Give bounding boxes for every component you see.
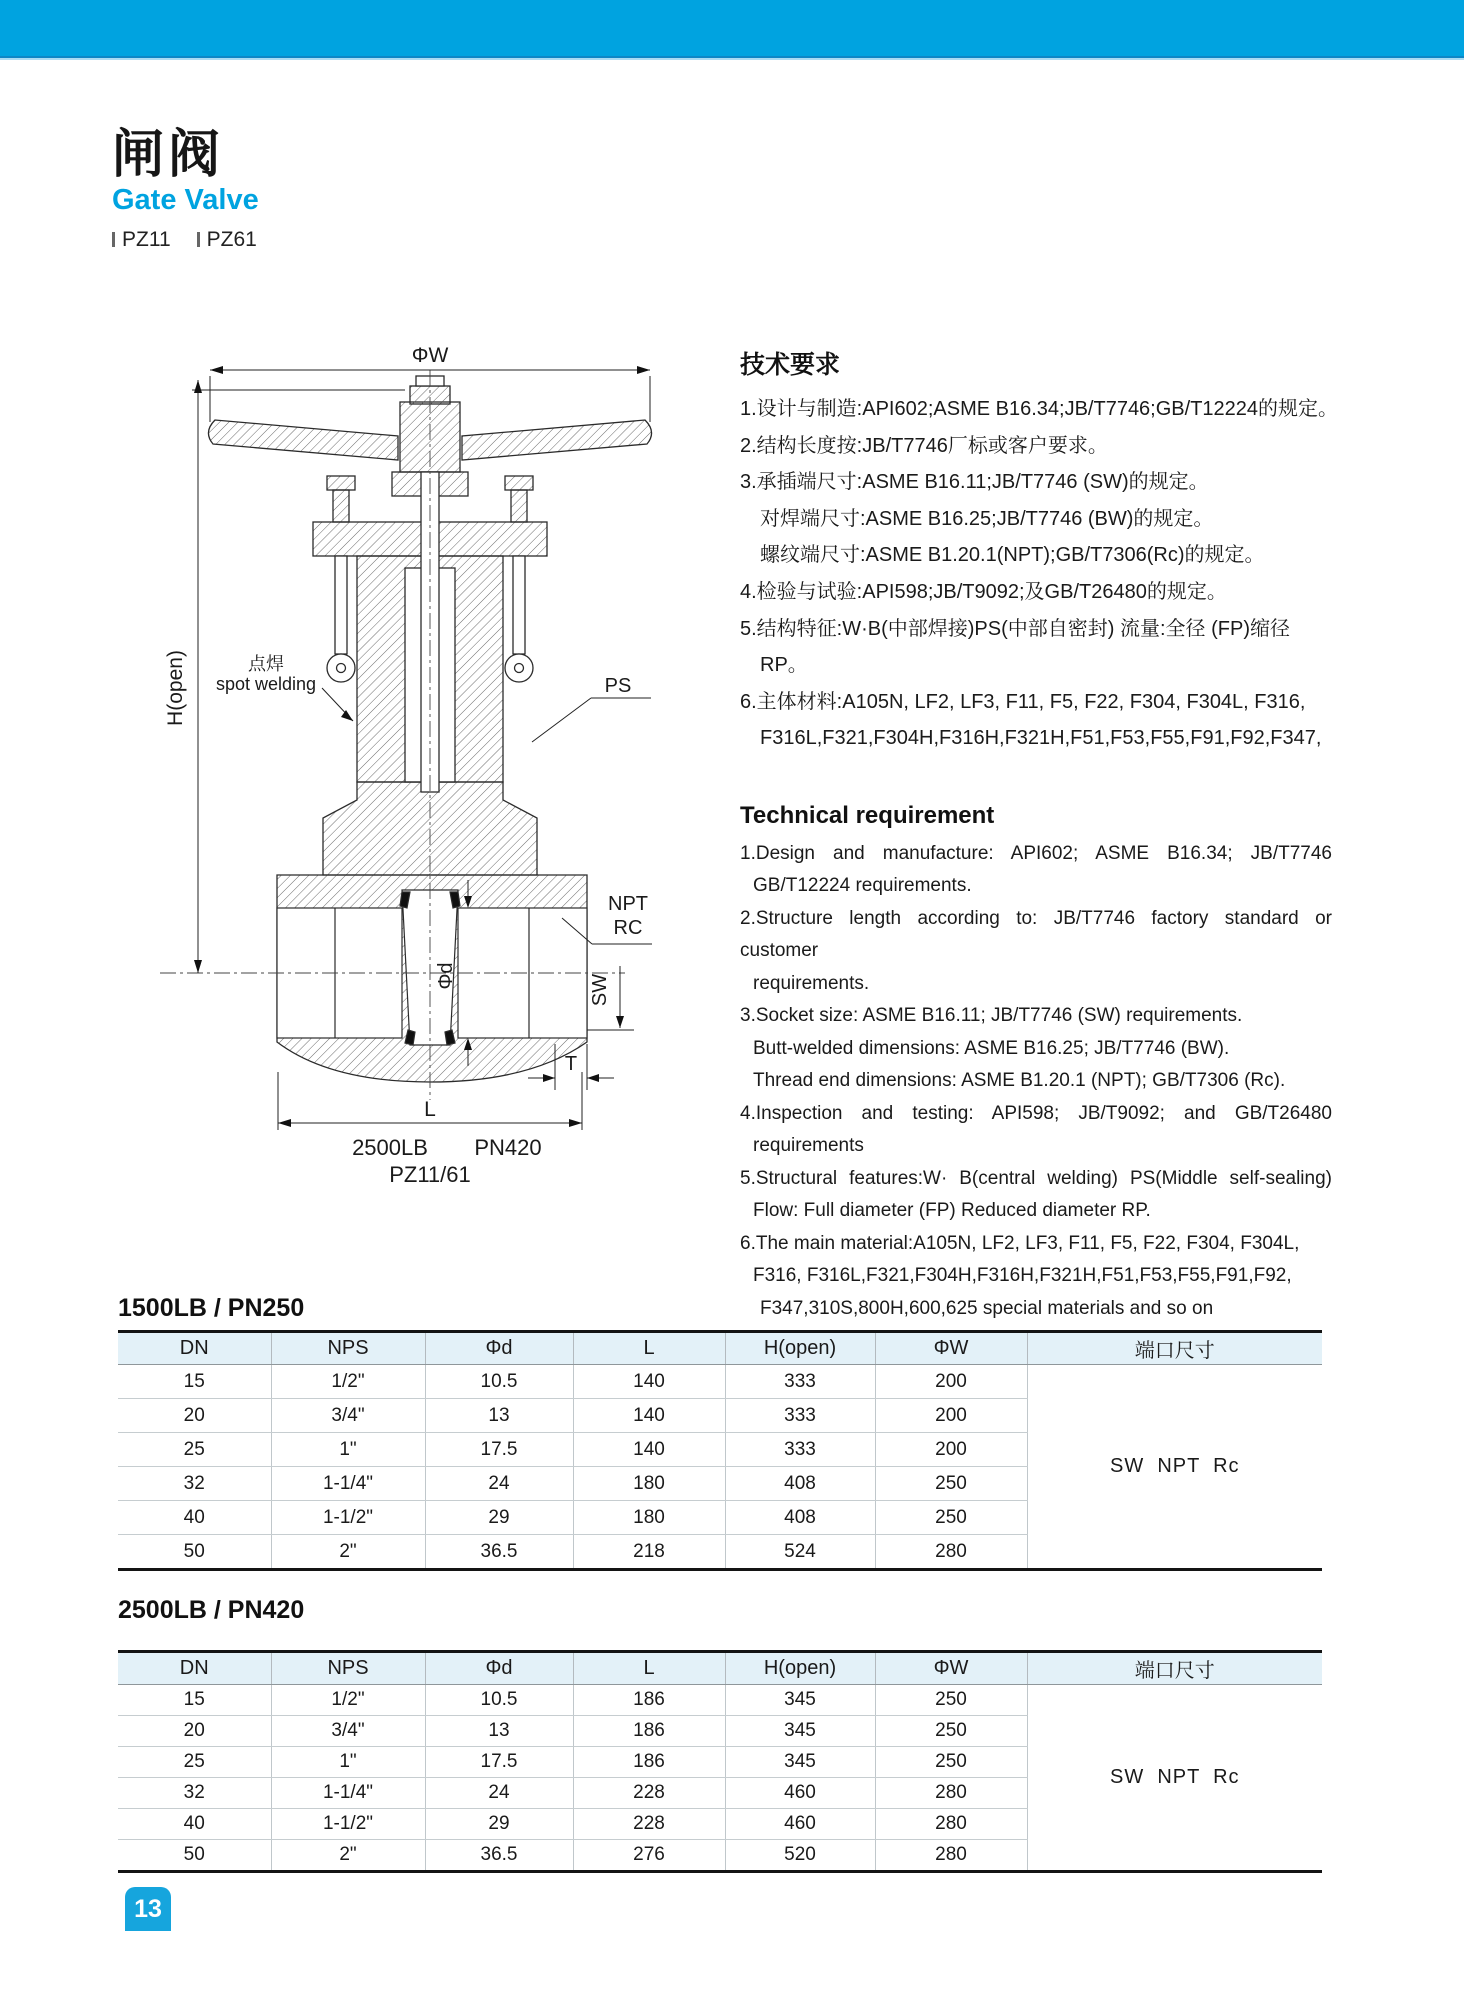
- table-cell: 250: [875, 1501, 1027, 1535]
- table-cell: 140: [573, 1433, 725, 1467]
- bolt-shaft-right-lower: [513, 556, 525, 654]
- table-cell: 250: [875, 1747, 1027, 1778]
- tech-en-line: 2.Structure length according to: JB/T7746 factory standard or customer: [740, 907, 1332, 962]
- tech-en-line: requirements.: [753, 972, 870, 994]
- table-cell: 408: [725, 1501, 875, 1535]
- dimension-table-2500lb: [118, 1650, 1322, 1873]
- bolt-shaft-right-upper: [511, 490, 527, 522]
- column-header: L: [573, 1332, 725, 1365]
- table-cell: 13: [425, 1399, 573, 1433]
- tech-cn-line: F316L,F321,F304H,F316H,F321H,F51,F53,F55,F91,F92,F347,: [760, 727, 1322, 750]
- tech-cn-lines: [740, 391, 1339, 757]
- table-cell: 228: [573, 1778, 725, 1809]
- band-edge-light: [0, 58, 1464, 60]
- table-cell: 345: [725, 1685, 875, 1716]
- column-header: ΦW: [875, 1332, 1027, 1365]
- tech-en-line: F316, F316L,F321,F304H,F316H,F321H,F51,F53,F55,F91,F92,: [753, 1265, 1292, 1287]
- table-cell: 25: [118, 1433, 271, 1467]
- table-cell: 345: [725, 1747, 875, 1778]
- column-header: ΦW: [875, 1652, 1027, 1685]
- table-cell: 200: [875, 1433, 1027, 1467]
- column-header: 端口尺寸: [1027, 1332, 1322, 1365]
- table-cell: 186: [573, 1685, 725, 1716]
- dim-label-hopen: H(open): [164, 650, 187, 726]
- table-cell: 13: [425, 1716, 573, 1747]
- table-cell: 50: [118, 1535, 271, 1570]
- port-size-cell: SW NPT Rc: [1109, 1766, 1240, 1788]
- table-cell: 36.5: [425, 1535, 573, 1570]
- label-spot-welding-en: spot welding: [215, 674, 317, 694]
- table-cell: 1": [271, 1433, 425, 1467]
- table-cell: 3/4": [271, 1399, 425, 1433]
- table-cell: 15: [118, 1365, 271, 1399]
- table-cell: 20: [118, 1716, 271, 1747]
- tech-en-line: Butt-welded dimensions: ASME B16.25; JB/T7746 (BW).: [753, 1037, 1230, 1059]
- dim-label-t: T: [564, 1053, 578, 1075]
- table-cell: 276: [573, 1840, 725, 1872]
- tech-en-line: 6.The main material:A105N, LF2, LF3, F11, F5, F22, F304, F304L,: [740, 1232, 1300, 1254]
- column-header: 端口尺寸: [1027, 1652, 1322, 1685]
- column-header: Φd: [425, 1332, 573, 1365]
- table-cell: 1/2": [271, 1365, 425, 1399]
- bolt-head-right: [505, 476, 533, 490]
- table-cell: 250: [875, 1716, 1027, 1747]
- model-codes: [112, 228, 257, 252]
- tech-en-lines: [740, 838, 1332, 1326]
- table-cell: 1-1/4": [271, 1467, 425, 1501]
- tech-cn-line: 3.承插端尺寸:ASME B16.11;JB/T7746 (SW)的规定。: [740, 471, 1209, 494]
- table-cell: 24: [425, 1778, 573, 1809]
- tech-en-line: requirements: [753, 1135, 864, 1157]
- flow-path: [277, 890, 587, 1045]
- table2-body: [118, 1685, 1322, 1872]
- table-cell: 50: [118, 1840, 271, 1872]
- page-number-badge: 13: [125, 1887, 171, 1931]
- column-header: DN: [118, 1652, 271, 1685]
- dim-label-sw: SW: [589, 973, 611, 1007]
- tech-en-line: F347,310S,800H,600,625 special materials and so on: [760, 1297, 1214, 1319]
- tech-en-line: Flow: Full diameter (FP) Reduced diameter RP.: [753, 1200, 1151, 1222]
- label-spot-welding-cn: 点焊: [248, 654, 284, 674]
- tech-cn-line: 6.主体材料:A105N, LF2, LF3, F11, F5, F22, F304, F304L, F316,: [740, 690, 1306, 713]
- drawing-caption-model: PZ11/61: [389, 1162, 471, 1187]
- table-cell: 186: [573, 1716, 725, 1747]
- table-cell: 17.5: [425, 1433, 573, 1467]
- table2-header: [118, 1652, 1322, 1685]
- tech-cn-line: 2.结构长度按:JB/T7746厂标或客户要求。: [740, 434, 1108, 457]
- tech-cn-line: 对焊端尺寸:ASME B16.25;JB/T7746 (BW)的规定。: [760, 507, 1214, 530]
- table-row: [118, 1685, 1322, 1716]
- model-tick-1: [112, 232, 115, 247]
- table-row: [118, 1365, 1322, 1399]
- tech-cn-line: 1.设计与制造:API602;ASME B16.34;JB/T7746;GB/T12224的规定。: [740, 398, 1339, 420]
- column-header: H(open): [725, 1652, 875, 1685]
- dim-label-phid: Φd: [435, 962, 457, 990]
- table1-header: [118, 1332, 1322, 1365]
- page-title-en: Gate Valve: [112, 184, 259, 216]
- table-cell: 180: [573, 1467, 725, 1501]
- tech-cn-line: RP。: [760, 654, 808, 677]
- table-cell: 40: [118, 1501, 271, 1535]
- column-header: Φd: [425, 1652, 573, 1685]
- table-cell: 1-1/2": [271, 1809, 425, 1840]
- table-cell: 200: [875, 1365, 1027, 1399]
- label-npt: NPT: [608, 893, 648, 915]
- table-cell: 32: [118, 1467, 271, 1501]
- table-cell: 460: [725, 1809, 875, 1840]
- column-header: L: [573, 1652, 725, 1685]
- tech-en-line: 5.Structural features:W· B(central welding) PS(Middle self-sealing): [740, 1167, 1332, 1189]
- table-cell: 17.5: [425, 1747, 573, 1778]
- table-cell: 15: [118, 1685, 271, 1716]
- table-cell: 280: [875, 1535, 1027, 1570]
- label-rc: RC: [613, 917, 643, 939]
- table-cell: 40: [118, 1809, 271, 1840]
- column-header: H(open): [725, 1332, 875, 1365]
- column-header: NPS: [271, 1652, 425, 1685]
- table-cell: 460: [725, 1778, 875, 1809]
- table-cell: 228: [573, 1809, 725, 1840]
- table-cell: 524: [725, 1535, 875, 1570]
- tech-en-line: GB/T12224 requirements.: [753, 875, 972, 897]
- table1-body: [118, 1365, 1322, 1570]
- table-cell: 32: [118, 1778, 271, 1809]
- top-cyan-band: [0, 0, 1464, 56]
- tech-en-line: Thread end dimensions: ASME B1.20.1 (NPT); GB/T7306 (Rc).: [753, 1070, 1286, 1092]
- port-size-cell: SW NPT Rc: [1109, 1455, 1240, 1477]
- handwheel-right-wing: [462, 420, 652, 460]
- bolt-head-left: [327, 476, 355, 490]
- table1-heading: 1500LB / PN250: [118, 1294, 305, 1322]
- table-cell: 29: [425, 1501, 573, 1535]
- table-cell: 280: [875, 1778, 1027, 1809]
- table-cell: 140: [573, 1365, 725, 1399]
- table-cell: 333: [725, 1399, 875, 1433]
- valve-cross-section-drawing: [100, 330, 660, 1270]
- table-cell: 250: [875, 1467, 1027, 1501]
- tech-en-heading: Technical requirement: [740, 801, 995, 829]
- drawing-caption-pn: PN420: [474, 1135, 542, 1160]
- table-cell: 345: [725, 1716, 875, 1747]
- table-cell: 29: [425, 1809, 573, 1840]
- table-cell: 3/4": [271, 1716, 425, 1747]
- table-cell: 25: [118, 1747, 271, 1778]
- table-cell: 10.5: [425, 1365, 573, 1399]
- table-cell: 218: [573, 1535, 725, 1570]
- column-header: DN: [118, 1332, 271, 1365]
- handwheel-left-wing: [208, 420, 398, 460]
- drawing-caption-class: 2500LB: [352, 1135, 428, 1160]
- tech-en-line: 4.Inspection and testing: API598; JB/T9092; and GB/T26480: [740, 1102, 1332, 1124]
- table-cell: 250: [875, 1685, 1027, 1716]
- table-cell: 333: [725, 1365, 875, 1399]
- table-cell: 20: [118, 1399, 271, 1433]
- table-cell: 10.5: [425, 1685, 573, 1716]
- dim-label-l: L: [424, 1098, 436, 1121]
- tech-requirements-column: [740, 345, 1339, 1325]
- table-cell: 2": [271, 1535, 425, 1570]
- table-cell: 180: [573, 1501, 725, 1535]
- model-1: PZ11: [122, 228, 171, 251]
- model-tick-2: [197, 232, 200, 247]
- tech-cn-line: 4.检验与试验:API598;JB/T9092;及GB/T26480的规定。: [740, 580, 1227, 603]
- tech-cn-line: 螺纹端尺寸:ASME B1.20.1(NPT);GB/T7306(Rc)的规定。: [760, 544, 1265, 567]
- label-ps: PS: [604, 675, 632, 697]
- page-title-cn: 闸阀: [112, 126, 225, 184]
- model-2: PZ61: [206, 228, 257, 251]
- table-cell: 520: [725, 1840, 875, 1872]
- column-header: NPS: [271, 1332, 425, 1365]
- table-cell: 1-1/4": [271, 1778, 425, 1809]
- table2-heading: 2500LB / PN420: [118, 1596, 305, 1624]
- dimension-table-1500lb: [118, 1330, 1322, 1571]
- tech-cn-line: 5.结构特征:W·B(中部焊接)PS(中部自密封) 流量:全径 (FP)缩径: [740, 617, 1290, 640]
- table-cell: 2": [271, 1840, 425, 1872]
- table-cell: 408: [725, 1467, 875, 1501]
- table-cell: 200: [875, 1399, 1027, 1433]
- table-cell: 280: [875, 1840, 1027, 1872]
- table-cell: 1": [271, 1747, 425, 1778]
- tech-en-line: 3.Socket size: ASME B16.11; JB/T7746 (SW) requirements.: [740, 1005, 1243, 1027]
- table-cell: 1-1/2": [271, 1501, 425, 1535]
- tech-en-line: 1.Design and manufacture: API602; ASME B16.34; JB/T7746: [740, 842, 1332, 864]
- dim-label-phiw: ΦW: [411, 344, 449, 367]
- table-cell: 280: [875, 1809, 1027, 1840]
- table-cell: 36.5: [425, 1840, 573, 1872]
- table-cell: 1/2": [271, 1685, 425, 1716]
- table-cell: 24: [425, 1467, 573, 1501]
- table-cell: 140: [573, 1399, 725, 1433]
- tech-cn-heading: 技术要求: [740, 351, 841, 379]
- bolt-shaft-left-lower: [335, 556, 347, 654]
- hinge-eye-left-pin: [337, 664, 346, 673]
- hinge-eye-right-pin: [515, 664, 524, 673]
- table-cell: 333: [725, 1433, 875, 1467]
- bolt-shaft-left-upper: [333, 490, 349, 522]
- table-cell: 186: [573, 1747, 725, 1778]
